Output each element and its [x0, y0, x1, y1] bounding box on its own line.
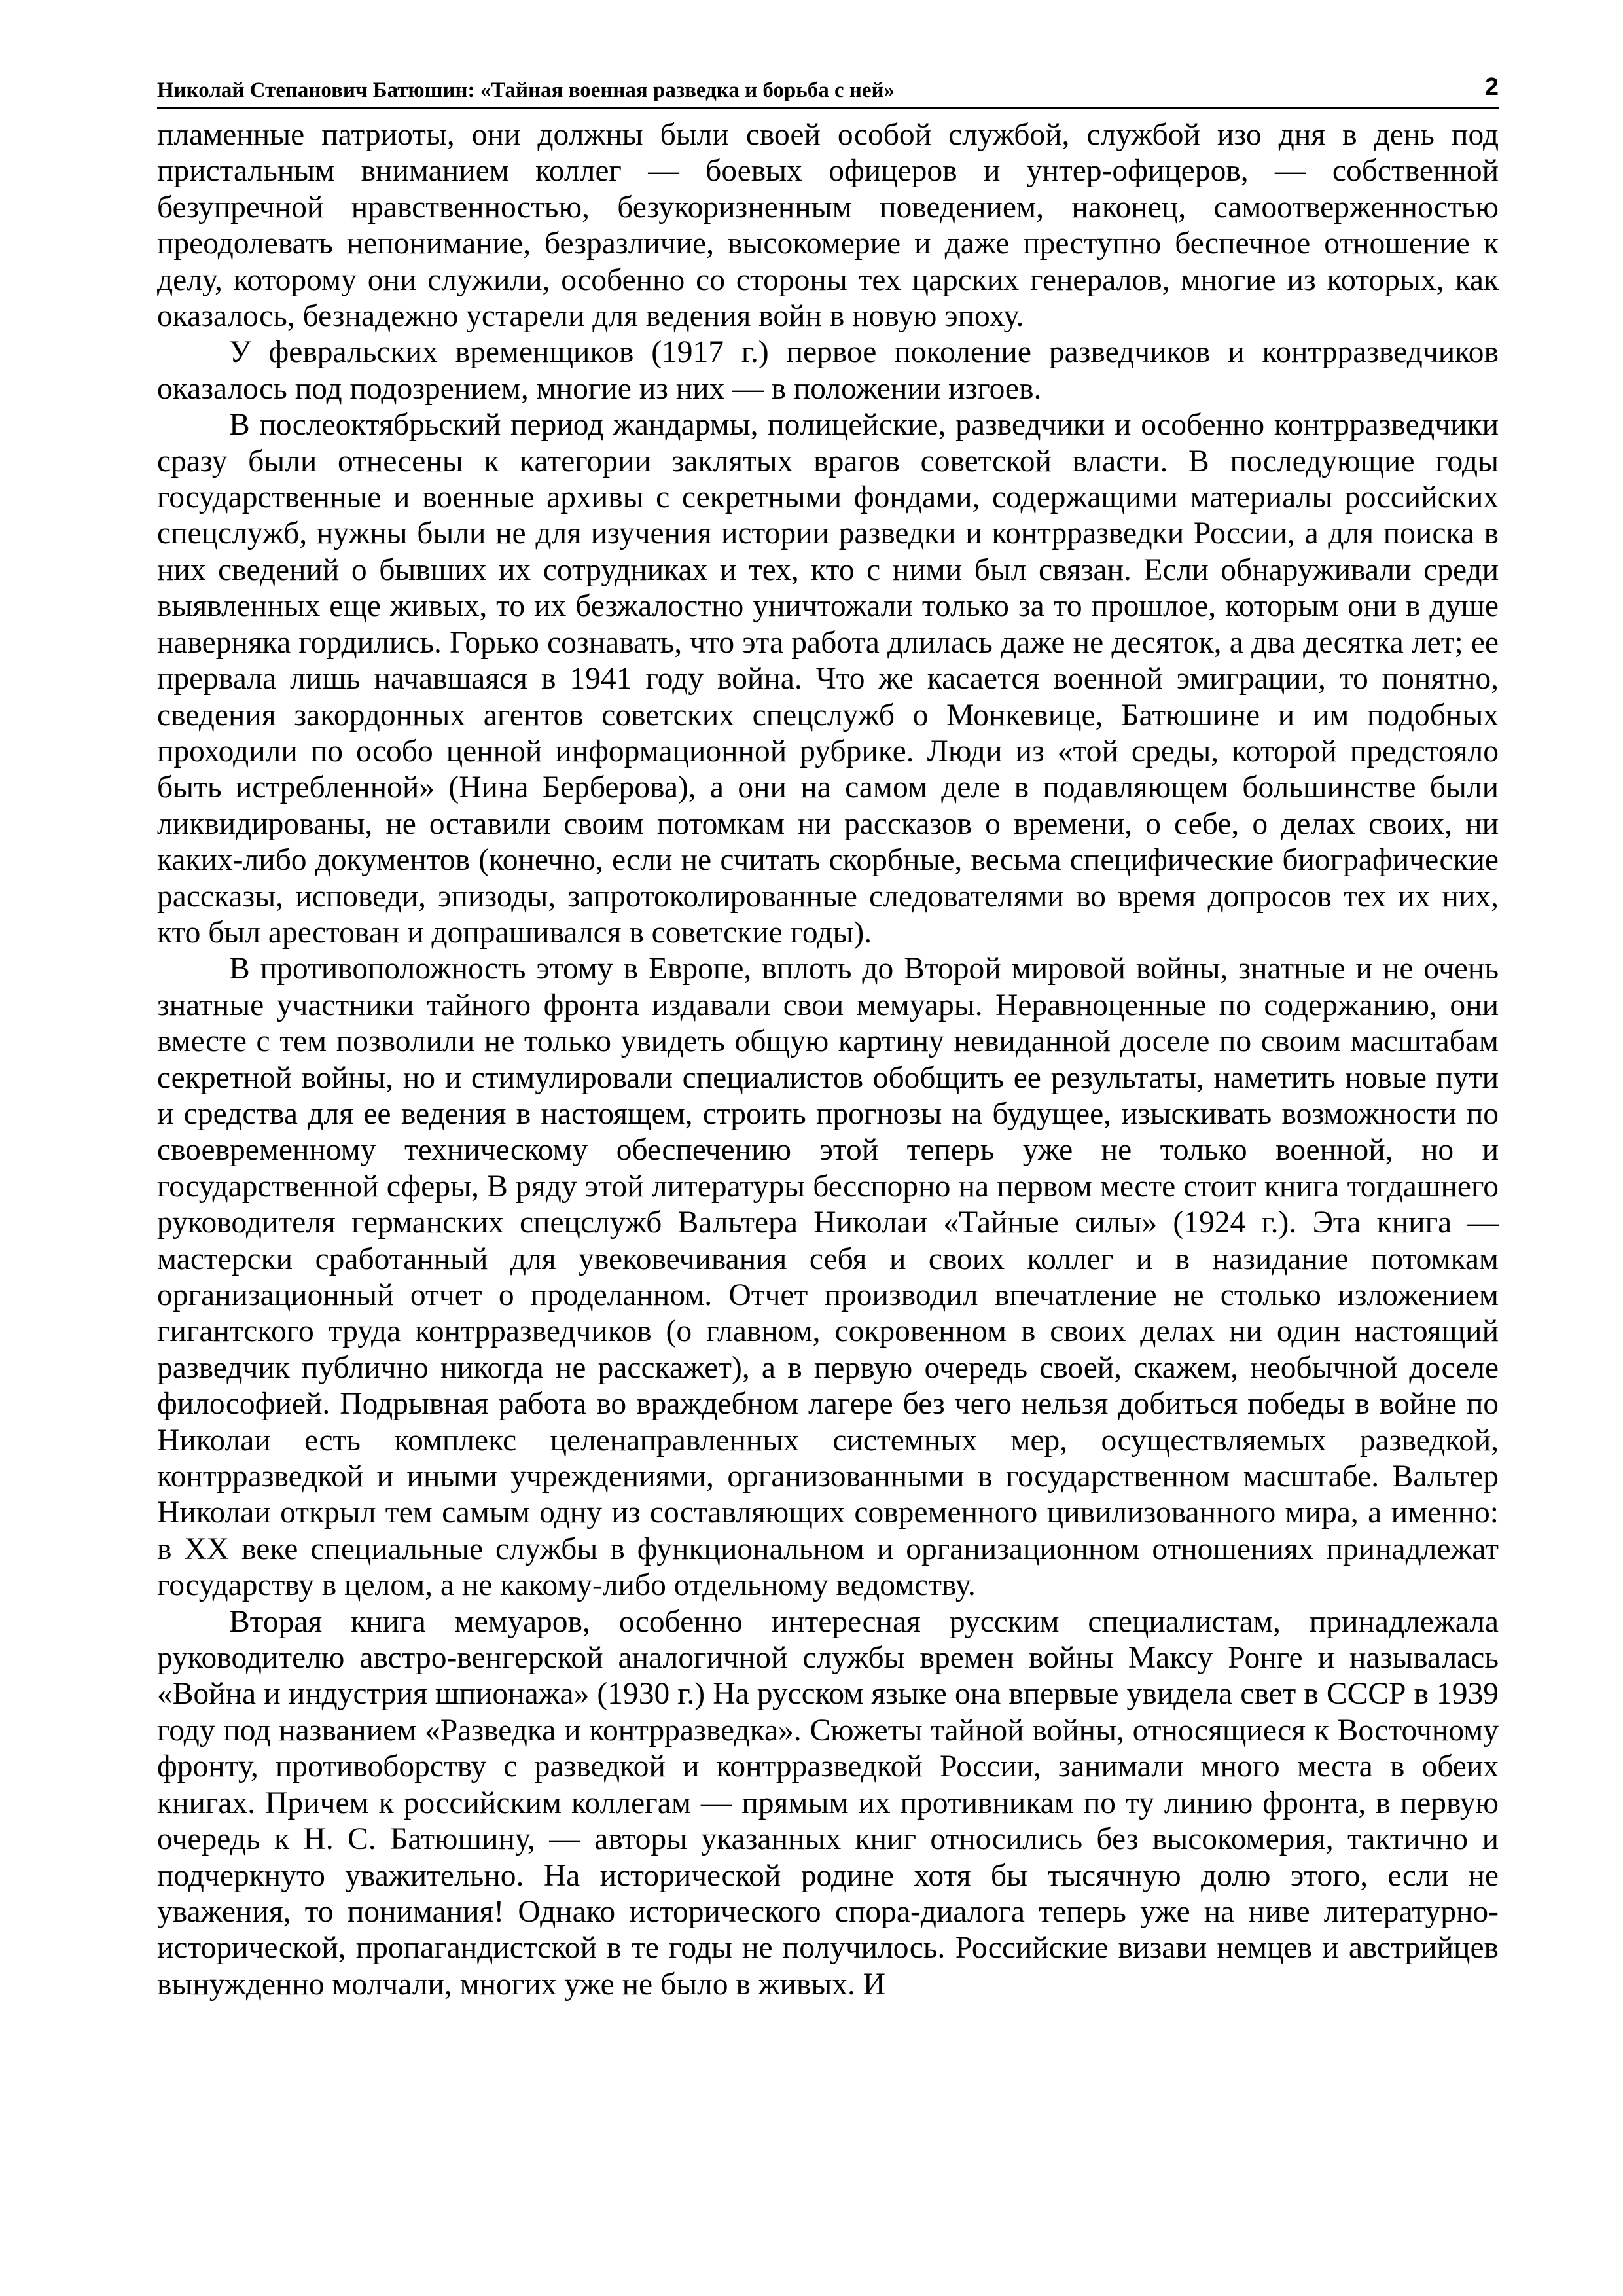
- paragraph: Вторая книга мемуаров, особенно интересная русским специалистам, принадлежала руководителю австро-венгерской аналогичной службы времен войны Максу Ронге и называлась «Война и индустрия шпионажа» (1930 г.) На русском языке она впервые увидела свет в СССР в 1939 году под названием «Разведка и контрразведка». Сюжеты тайной войны, относящиеся к Восточному фронту, противоборству с разведкой и контрразведкой России, занимали много места в обеих книгах. Причем к российским коллегам — прямым их противникам по ту линию фронта, в первую очередь к Н. С. Батюшину, — авторы указанных книг относились без высокомерия, тактично и подчеркнуто уважительно. На исторической родине хотя бы тысячную долю этого, если не уважения, то понимания! Однако исторического спора-диалога теперь уже на ниве литературно-исторической, пропагандистской в те годы не получилось. Российские визави немцев и австрийцев вынужденно молчали, многих уже не было в живых. И: [157, 1604, 1499, 2001]
- paragraph: пламенные патриоты, они должны были своей особой службой, службой изо дня в день под пристальным вниманием коллег — боевых офицеров и унтер-офицеров, — собственной безупречной нравственностью, безукоризненным поведением, наконец, самоотверженностью преодолевать непонимание, безразличие, высокомерие и даже преступно беспечное отношение к делу, которому они служили, особенно со стороны тех царских генералов, многие из которых, как оказалось, безнадежно устарели для ведения войн в новую эпоху.: [157, 118, 1499, 334]
- body-text: [157, 117, 1499, 2003]
- paragraph: В противоположность этому в Европе, вплоть до Второй мировой войны, знатные и не очень знатные участники тайного фронта издавали свои мемуары. Неравноценные по содержанию, они вместе с тем позволили не только увидеть общую картину невиданной доселе по своим масштабам секретной войны, но и стимулировали специалистов обобщить ее результаты, наметить новые пути и средства для ее ведения в настоящем, строить прогнозы на будущее, изыскивать возможности по своевременному техническому обеспечению этой теперь уже не только военной, но и государственной сферы, В ряду этой литературы бесспорно на первом месте стоит книга тогдашнего руководителя германских спецслужб Вальтера Николаи «Тайные силы» (1924 г.). Эта книга — мастерски сработанный для увековечивания себя и своих коллег и в назидание потомкам организационный отчет о проделанном. Отчет производил впечатление не столько изложением гигантского труда контрразведчиков (о главном, сокровенном в своих делах ни один настоящий разведчик публично никогда не расскажет), а в первую очередь своей, скажем, необычной доселе философией. Подрывная работа во враждебном лагере без чего нельзя добиться победы в войне по Николаи есть комплекс целенаправленных системных мер, осуществляемых разведкой, контрразведкой и иными учреждениями, организованными в государственном масштабе. Вальтер Николаи открыл тем самым одну из составляющих современного цивилизованного мира, а именно: в XX веке специальные службы в функциональном и организационном отношениях принадлежат государству в целом, а не какому-либо отдельному ведомству.: [157, 952, 1499, 1603]
- paragraph: У февральских временщиков (1917 г.) первое поколение разведчиков и контрразведчиков оказалось под подозрением, многие из них — в положении изгоев.: [157, 335, 1499, 406]
- document-page: [157, 65, 1499, 2003]
- page-number: 2: [1484, 73, 1499, 101]
- paragraph: В послеоктябрьский период жандармы, полицейские, разведчики и особенно контрразведчики сразу были отнесены к категории заклятых врагов советской власти. В последующие годы государственные и военные архивы с секретными фондами, содержащими материалы российских спецслужб, нужны были не для изучения истории разведки и контрразведки России, а для поиска в них сведений о бывших их сотрудниках и тех, кто с ними был связан. Если обнаруживали среди выявленных еще живых, то их безжалостно уничтожали только за то прошлое, которым они в душе наверняка гордились. Горько сознавать, что эта работа длилась даже не десяток, а два десятка лет; ее прервала лишь начавшаяся в 1941 году война. Что же касается военной эмиграции, то понятно, сведения закордонных агентов советских спецслужб о Монкевице, Батюшине и им подобных проходили по особо ценной информационной рубрике. Люди из «той среды, которой предстояло быть истребленной» (Нина Берберова), а они на самом деле в подавляющем большинстве были ликвидированы, не оставили своим потомкам ни рассказов о времени, о себе, о делах своих, ни каких-либо документов (конечно, если не считать скорбные, весьма специфические биографические рассказы, исповеди, эпизоды, запротоколированные следователями во время допросов тех их них, кто был арестован и допрашивался в советские годы).: [157, 408, 1499, 950]
- running-title: Николай Степанович Батюшин: «Тайная военная разведка и борьба с ней»: [157, 79, 895, 102]
- running-header: [157, 65, 1499, 109]
